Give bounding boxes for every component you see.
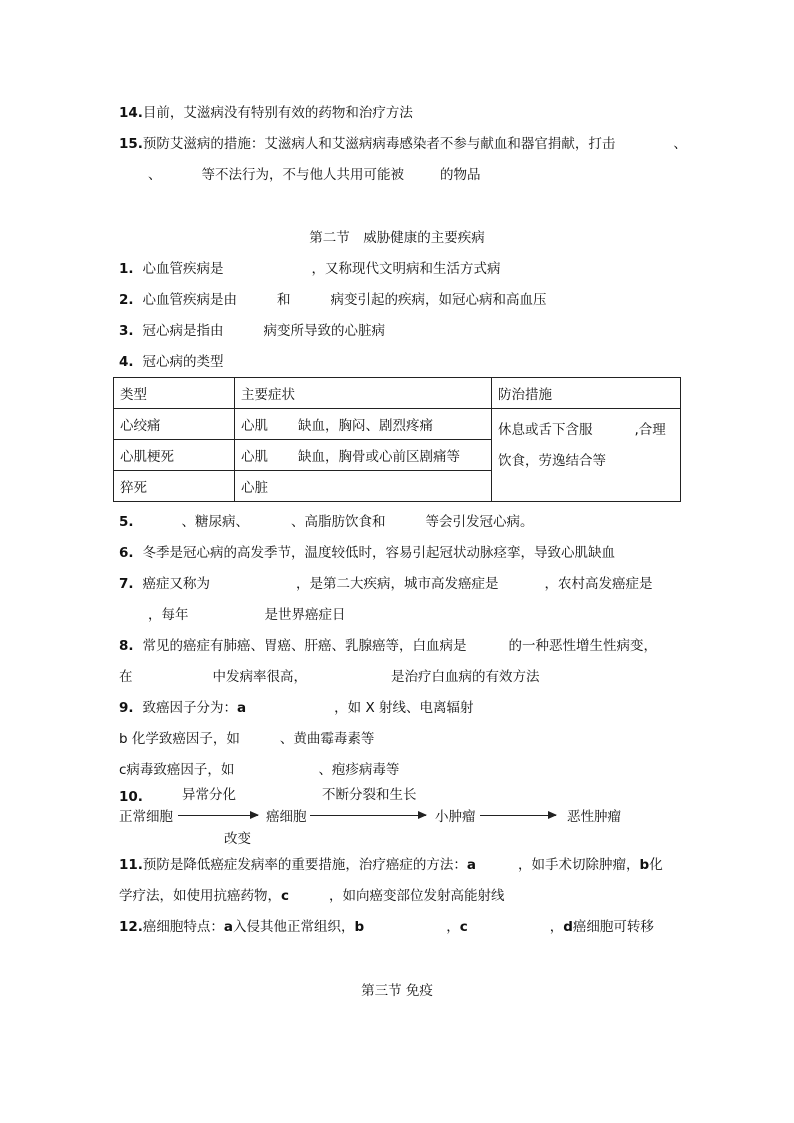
item-text: 癌细胞特点：	[142, 919, 224, 935]
table-header-prevention: 防治措施	[492, 378, 681, 409]
item-text: 入侵其他正常组织，	[233, 919, 355, 935]
item-text: 癌细胞可转移	[572, 919, 654, 935]
item-text: 中发病率很高，	[212, 669, 307, 685]
arrow-label: 异常分化	[182, 787, 236, 803]
item-number: 15.	[119, 136, 143, 152]
cell-text: 饮食，劳逸结合等	[498, 453, 606, 469]
item-15-line1	[119, 135, 687, 153]
item-letter: b	[639, 857, 650, 873]
item-text: 病变引起的疾病，如冠心病和高血压	[330, 292, 547, 308]
item-text: 和	[277, 292, 291, 308]
item-number: 5.	[119, 514, 134, 530]
flow-node: 小肿瘤	[435, 809, 476, 825]
item-2	[119, 291, 547, 309]
table-cell: 心绞痛	[114, 409, 235, 440]
item-text: 、黄曲霉毒素等	[279, 731, 375, 747]
cell-text: 缺血，胸骨或心前区剧痛等	[298, 449, 460, 465]
item-number: 2.	[119, 292, 134, 308]
item-4	[119, 353, 224, 371]
item-text: 心血管疾病是	[142, 261, 224, 277]
item-text: 、	[148, 167, 162, 183]
item-text: 等会引发冠心病。	[425, 514, 534, 530]
item-number: 7.	[119, 576, 134, 592]
item-letter: a	[237, 700, 247, 716]
item-text: 预防艾滋病的措施：艾滋病人和艾滋病病毒感染者不参与献血和器官捐献，打击	[142, 136, 616, 152]
item-number: 1.	[119, 261, 134, 277]
item-text: ，如向癌变部位发射高能射线	[329, 888, 505, 904]
item-text: 、高脂肪饮食和	[291, 514, 386, 530]
item-9c	[119, 761, 399, 779]
table-header-type: 类型	[114, 378, 235, 409]
item-text: ，是第二大疾病，城市高发癌症是	[296, 576, 499, 592]
table-cell-prevention	[492, 409, 681, 502]
item-text: 常见的癌症有肺癌、胃癌、肝癌、乳腺癌等，白血病是	[142, 638, 467, 654]
item-6	[119, 544, 615, 562]
item-text: 预防是降低癌症发病率的重要措施，治疗癌症的方法：	[142, 857, 467, 873]
item-11-line1	[119, 856, 663, 874]
section-title-2: 第二节 威胁健康的主要疾病	[309, 230, 485, 246]
cell-text: 缺血，胸闷、剧烈疼痛	[298, 418, 433, 434]
cell-text: 休息或舌下含服	[498, 422, 593, 438]
item-text: 目前，艾滋病没有特别有效的药物和治疗方法	[142, 105, 413, 121]
item-letter: c	[281, 888, 290, 904]
item-text: ，又称现代文明病和生活方式病	[311, 261, 501, 277]
item-text: 是世界癌症日	[264, 607, 346, 623]
coronary-disease-table	[113, 377, 681, 502]
item-text: 、疱疹病毒等	[318, 762, 400, 778]
item-letter: d	[563, 919, 573, 935]
item-text: 化	[649, 857, 663, 873]
item-number: 9.	[119, 700, 134, 716]
item-text: 冬季是冠心病的高发季节，温度较低时，容易引起冠状动脉痉挛，导致心肌缺血	[142, 545, 616, 561]
table-cell: 心脏	[235, 471, 492, 502]
item-11-line2	[119, 887, 505, 905]
item-letter: a	[466, 857, 477, 873]
item-text: 、糖尿病、	[181, 514, 250, 530]
flow-node: 恶性肿瘤	[567, 809, 621, 825]
item-3	[119, 322, 385, 340]
item-number: 4.	[119, 354, 134, 370]
item-text: ，如手术切除肿瘤，	[518, 857, 640, 873]
arrow-label: 不断分裂和生长	[322, 787, 417, 803]
item-text: ，	[549, 919, 564, 935]
item-text: 病变所导致的心脏病	[263, 323, 386, 339]
table-row	[114, 409, 681, 440]
flow-arrow	[310, 815, 426, 816]
item-text: 冠心病是指由	[142, 323, 224, 339]
item-14	[119, 104, 413, 122]
item-text: ，农村高发癌症是	[544, 576, 653, 592]
item-text: ，每年	[148, 607, 189, 623]
section-title-3: 第三节 免疫	[361, 983, 433, 999]
item-letter: b	[354, 919, 365, 935]
item-text: 致癌因子分为：	[142, 700, 238, 716]
flow-arrow	[178, 815, 258, 816]
item-number: 6.	[119, 545, 134, 561]
item-number: 10.	[119, 789, 143, 805]
item-text: 冠心病的类型	[142, 354, 224, 370]
item-letter: a	[223, 919, 234, 935]
item-8-line2	[119, 668, 540, 686]
table-header-symptoms: 主要症状	[235, 378, 492, 409]
flow-node: 正常细胞	[119, 809, 173, 825]
cell-text: ,合理	[634, 422, 666, 438]
item-text: 等不法行为，不与他人共用可能被	[201, 167, 404, 183]
item-text: 学疗法，如使用抗癌药物，	[119, 888, 281, 904]
item-number: 12.	[119, 919, 143, 935]
item-text: ，如 X 射线、电离辐射	[334, 700, 474, 716]
item-number: 14.	[119, 105, 143, 121]
arrow-label: 改变	[224, 831, 251, 847]
item-text: 的物品	[440, 167, 481, 183]
flow-arrow	[480, 815, 556, 816]
item-1	[119, 260, 501, 278]
item-text: 的一种恶性增生性病变，	[508, 638, 658, 654]
item-7-line2	[148, 606, 346, 624]
item-text: 在	[119, 669, 133, 685]
item-9b	[119, 730, 374, 748]
cell-text: 心肌	[241, 418, 268, 434]
table-cell: 心肌梗死	[114, 440, 235, 471]
cell-text: 心肌	[241, 449, 268, 465]
table-header-row	[114, 378, 681, 409]
item-number: 11.	[119, 857, 143, 873]
item-9	[119, 699, 474, 717]
table-cell	[235, 409, 492, 440]
item-text: 是治疗白血病的有效方法	[391, 669, 540, 685]
item-15-line2	[148, 166, 481, 184]
table-cell: 猝死	[114, 471, 235, 502]
table-cell	[235, 440, 492, 471]
item-text: 心血管疾病是由	[142, 292, 238, 308]
item-8-line1	[119, 637, 657, 655]
item-7-line1	[119, 575, 653, 593]
item-number: 3.	[119, 323, 134, 339]
item-text: 癌症又称为	[142, 576, 211, 592]
item-text: c病毒致癌因子，如	[119, 762, 235, 778]
flow-node: 癌细胞	[266, 809, 307, 825]
item-text: ，	[446, 919, 460, 935]
item-5	[119, 513, 534, 531]
item-text: 、	[673, 136, 687, 152]
item-text: b 化学致癌因子，如	[119, 731, 240, 747]
item-letter: c	[459, 919, 468, 935]
item-number: 8.	[119, 638, 134, 654]
item-12	[119, 918, 654, 936]
